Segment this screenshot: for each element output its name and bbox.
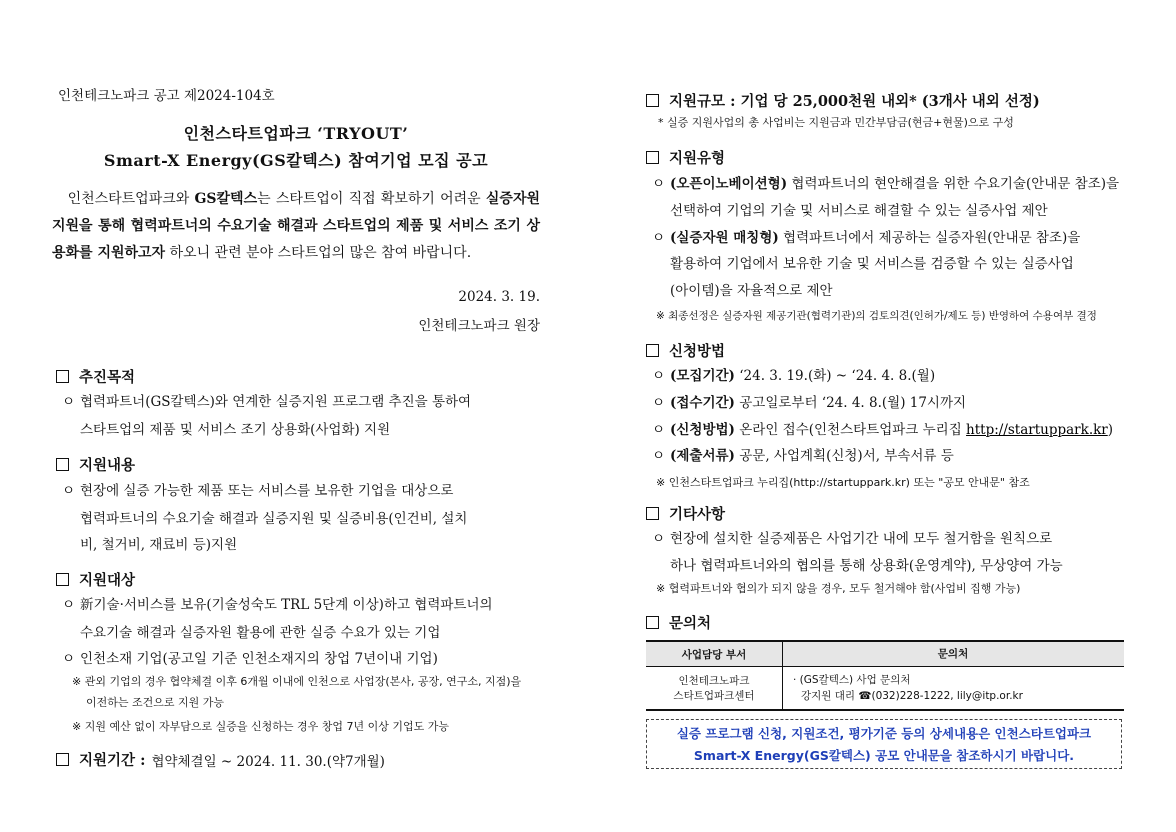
- type-line-1-cont: 선택하여 기업의 기술 및 서비스로 해결할 수 있는 실증사업 제안: [670, 203, 1048, 219]
- footer-line-2: Smart-X Energy(GS칼텍스) 공모 안내문을 참조하시기 바랍니다.: [693, 748, 1075, 763]
- section-purpose: 추진목적: [56, 366, 135, 387]
- section-etc: 기타사항: [646, 503, 725, 524]
- section-scale: 지원규모 : 기업 당 25,000천원 내외* (3개사 내외 선정): [646, 90, 1040, 111]
- purpose-line-1: ㅇ 협력파트너(GS칼텍스)와 연계한 실증지원 프로그램 추진을 통하여: [62, 394, 472, 410]
- contact-info-cell: · (GS칼텍스) 사업 문의처 강지원 대리 ☎(032)228-1222, lily@itp.or.kr: [783, 667, 1125, 711]
- title-line-1: 인천스타트업파크 ‘TRYOUT’: [183, 124, 409, 143]
- type-line-2-cont-2: (아이템)을 자율적으로 제안: [670, 283, 833, 299]
- checkbox-square-icon: [646, 616, 659, 629]
- content-line-3: 비, 철거비, 재료비 등)지원: [80, 537, 238, 553]
- checkbox-square-icon: [56, 370, 69, 383]
- intro-paragraph: 인천스타트업파크와 GS칼텍스는 스타트업이 직접 확보하기 어려운 실증자원 지원을 통해 협력파트너의 수요기술 해결과 스타트업의 제품 및 서비스 조기 상용화를 지원하고자 하오니 관련 분야 스타트업의 많은 참여 바랍니다.: [52, 191, 540, 261]
- startuppark-link[interactable]: http://startuppark.kr: [966, 422, 1108, 438]
- purpose-line-2: 스타트업의 제품 및 서비스 조기 상용화(사업화) 지원: [80, 422, 391, 438]
- period-value: 협약체결일 ~ 2024. 11. 30.(약7개월): [151, 753, 385, 770]
- checkbox-square-icon: [646, 344, 659, 357]
- table-row: [646, 667, 1124, 711]
- footer-line-1: 실증 프로그램 신청, 지원조건, 평가기준 등의 상세내용은 인천스타트업파크: [676, 726, 1092, 741]
- target-line-1: ㅇ 新기술·서비스를 보유(기술성숙도 TRL 5단계 이상)하고 협력파트너의: [62, 597, 493, 613]
- contact-col-info: 문의처: [783, 641, 1125, 667]
- checkbox-square-icon: [56, 573, 69, 586]
- section-contact: 문의처: [646, 612, 711, 633]
- type-note: ※ 최종선정은 실증자원 제공기관(협력기관)의 검토의견(인허가/제도 등) 반영하여 수용여부 결정: [656, 310, 1097, 322]
- scale-note: * 실증 지원사업의 총 사업비는 지원금과 민간부담금(현금+현물)으로 구성: [658, 116, 1014, 129]
- checkbox-square-icon: [56, 753, 69, 766]
- target-note-2: ※ 지원 예산 없이 자부담으로 실증을 신청하는 경우 창업 7년 이상 기업도 가능: [72, 720, 449, 733]
- checkbox-square-icon: [56, 458, 69, 471]
- type-line-2: ㅇ (실증자원 매칭형) 협력파트너에서 제공하는 실증자원(안내문 참조)을: [652, 230, 1081, 246]
- apply-reference: ※ 인천스타트업파크 누리집(http://startuppark.kr) 또는 "공모 안내문" 참조: [656, 476, 1030, 489]
- content-line-1: ㅇ 현장에 실증 가능한 제품 또는 서비스를 보유한 기업을 대상으로: [62, 483, 454, 499]
- apply-method: ㅇ (신청방법) 온라인 접수(인천스타트업파크 누리집 http://startuppark.kr): [652, 422, 1114, 438]
- type-line-2-cont-1: 활용하여 기업에서 보유한 기술 및 서비스를 검증할 수 있는 실증사업: [670, 256, 1074, 272]
- target-note-1a: ※ 관외 기업의 경우 협약체결 이후 6개월 이내에 인천으로 사업장(본사, 공장, 연구소, 지점)을: [72, 675, 522, 688]
- apply-period: ㅇ (모집기간) ‘24. 3. 19.(화) ~ ‘24. 4. 8.(월): [652, 368, 936, 384]
- notice-date: 2024. 3. 19.: [458, 289, 540, 305]
- contact-dept-cell: 인천테크노파크 스타트업파크센터: [646, 667, 783, 711]
- notice-number: 인천테크노파크 공고 제2024-104호: [58, 88, 275, 104]
- etc-line-2: 하나 협력파트너와의 협의를 통해 상용화(운영계약), 무상양여 가능: [670, 558, 1063, 574]
- section-content: 지원내용: [56, 454, 135, 475]
- etc-note: ※ 협력파트너와 협의가 되지 않을 경우, 모두 철거해야 함(사업비 집행 가능): [656, 582, 1021, 595]
- contact-col-dept: 사업담당 부서: [646, 641, 783, 667]
- title-line-2: Smart-X Energy(GS칼텍스) 참여기업 모집 공고: [103, 151, 489, 170]
- contact-header-row: [646, 641, 1124, 667]
- target-note-1b: 이전하는 조건으로 지원 가능: [86, 696, 225, 709]
- type-line-1: ㅇ (오픈이노베이션형) 협력파트너의 현안해결을 위한 수요기술(안내문 참조)을: [652, 176, 1120, 192]
- section-type: 지원유형: [646, 147, 725, 168]
- apply-documents: ㅇ (제출서류) 공문, 사업계획(신청)서, 부속서류 등: [652, 448, 954, 464]
- target-line-3: ㅇ 인천소재 기업(공고일 기준 인천소재지의 창업 7년이내 기업): [62, 651, 438, 667]
- footer-notice-box: [646, 719, 1122, 769]
- target-line-2: 수요기술 해결과 실증자원 활용에 관한 실증 수요가 있는 기업: [80, 625, 441, 641]
- checkbox-square-icon: [646, 507, 659, 520]
- section-period: 지원기간 : 협약체결일 ~ 2024. 11. 30.(약7개월): [56, 749, 385, 770]
- section-target: 지원대상: [56, 569, 135, 590]
- checkbox-square-icon: [646, 151, 659, 164]
- checkbox-square-icon: [646, 94, 659, 107]
- section-apply: 신청방법: [646, 340, 725, 361]
- content-line-2: 협력파트너의 수요기술 해결과 실증지원 및 실증비용(인건비, 설치: [80, 511, 468, 527]
- notice-signer: 인천테크노파크 원장: [418, 318, 540, 334]
- etc-line-1: ㅇ 현장에 설치한 실증제품은 사업기간 내에 모두 철거함을 원칙으로: [652, 531, 1053, 547]
- contact-table: [646, 640, 1124, 711]
- apply-receipt: ㅇ (접수기간) 공고일로부터 ‘24. 4. 8.(월) 17시까지: [652, 395, 967, 411]
